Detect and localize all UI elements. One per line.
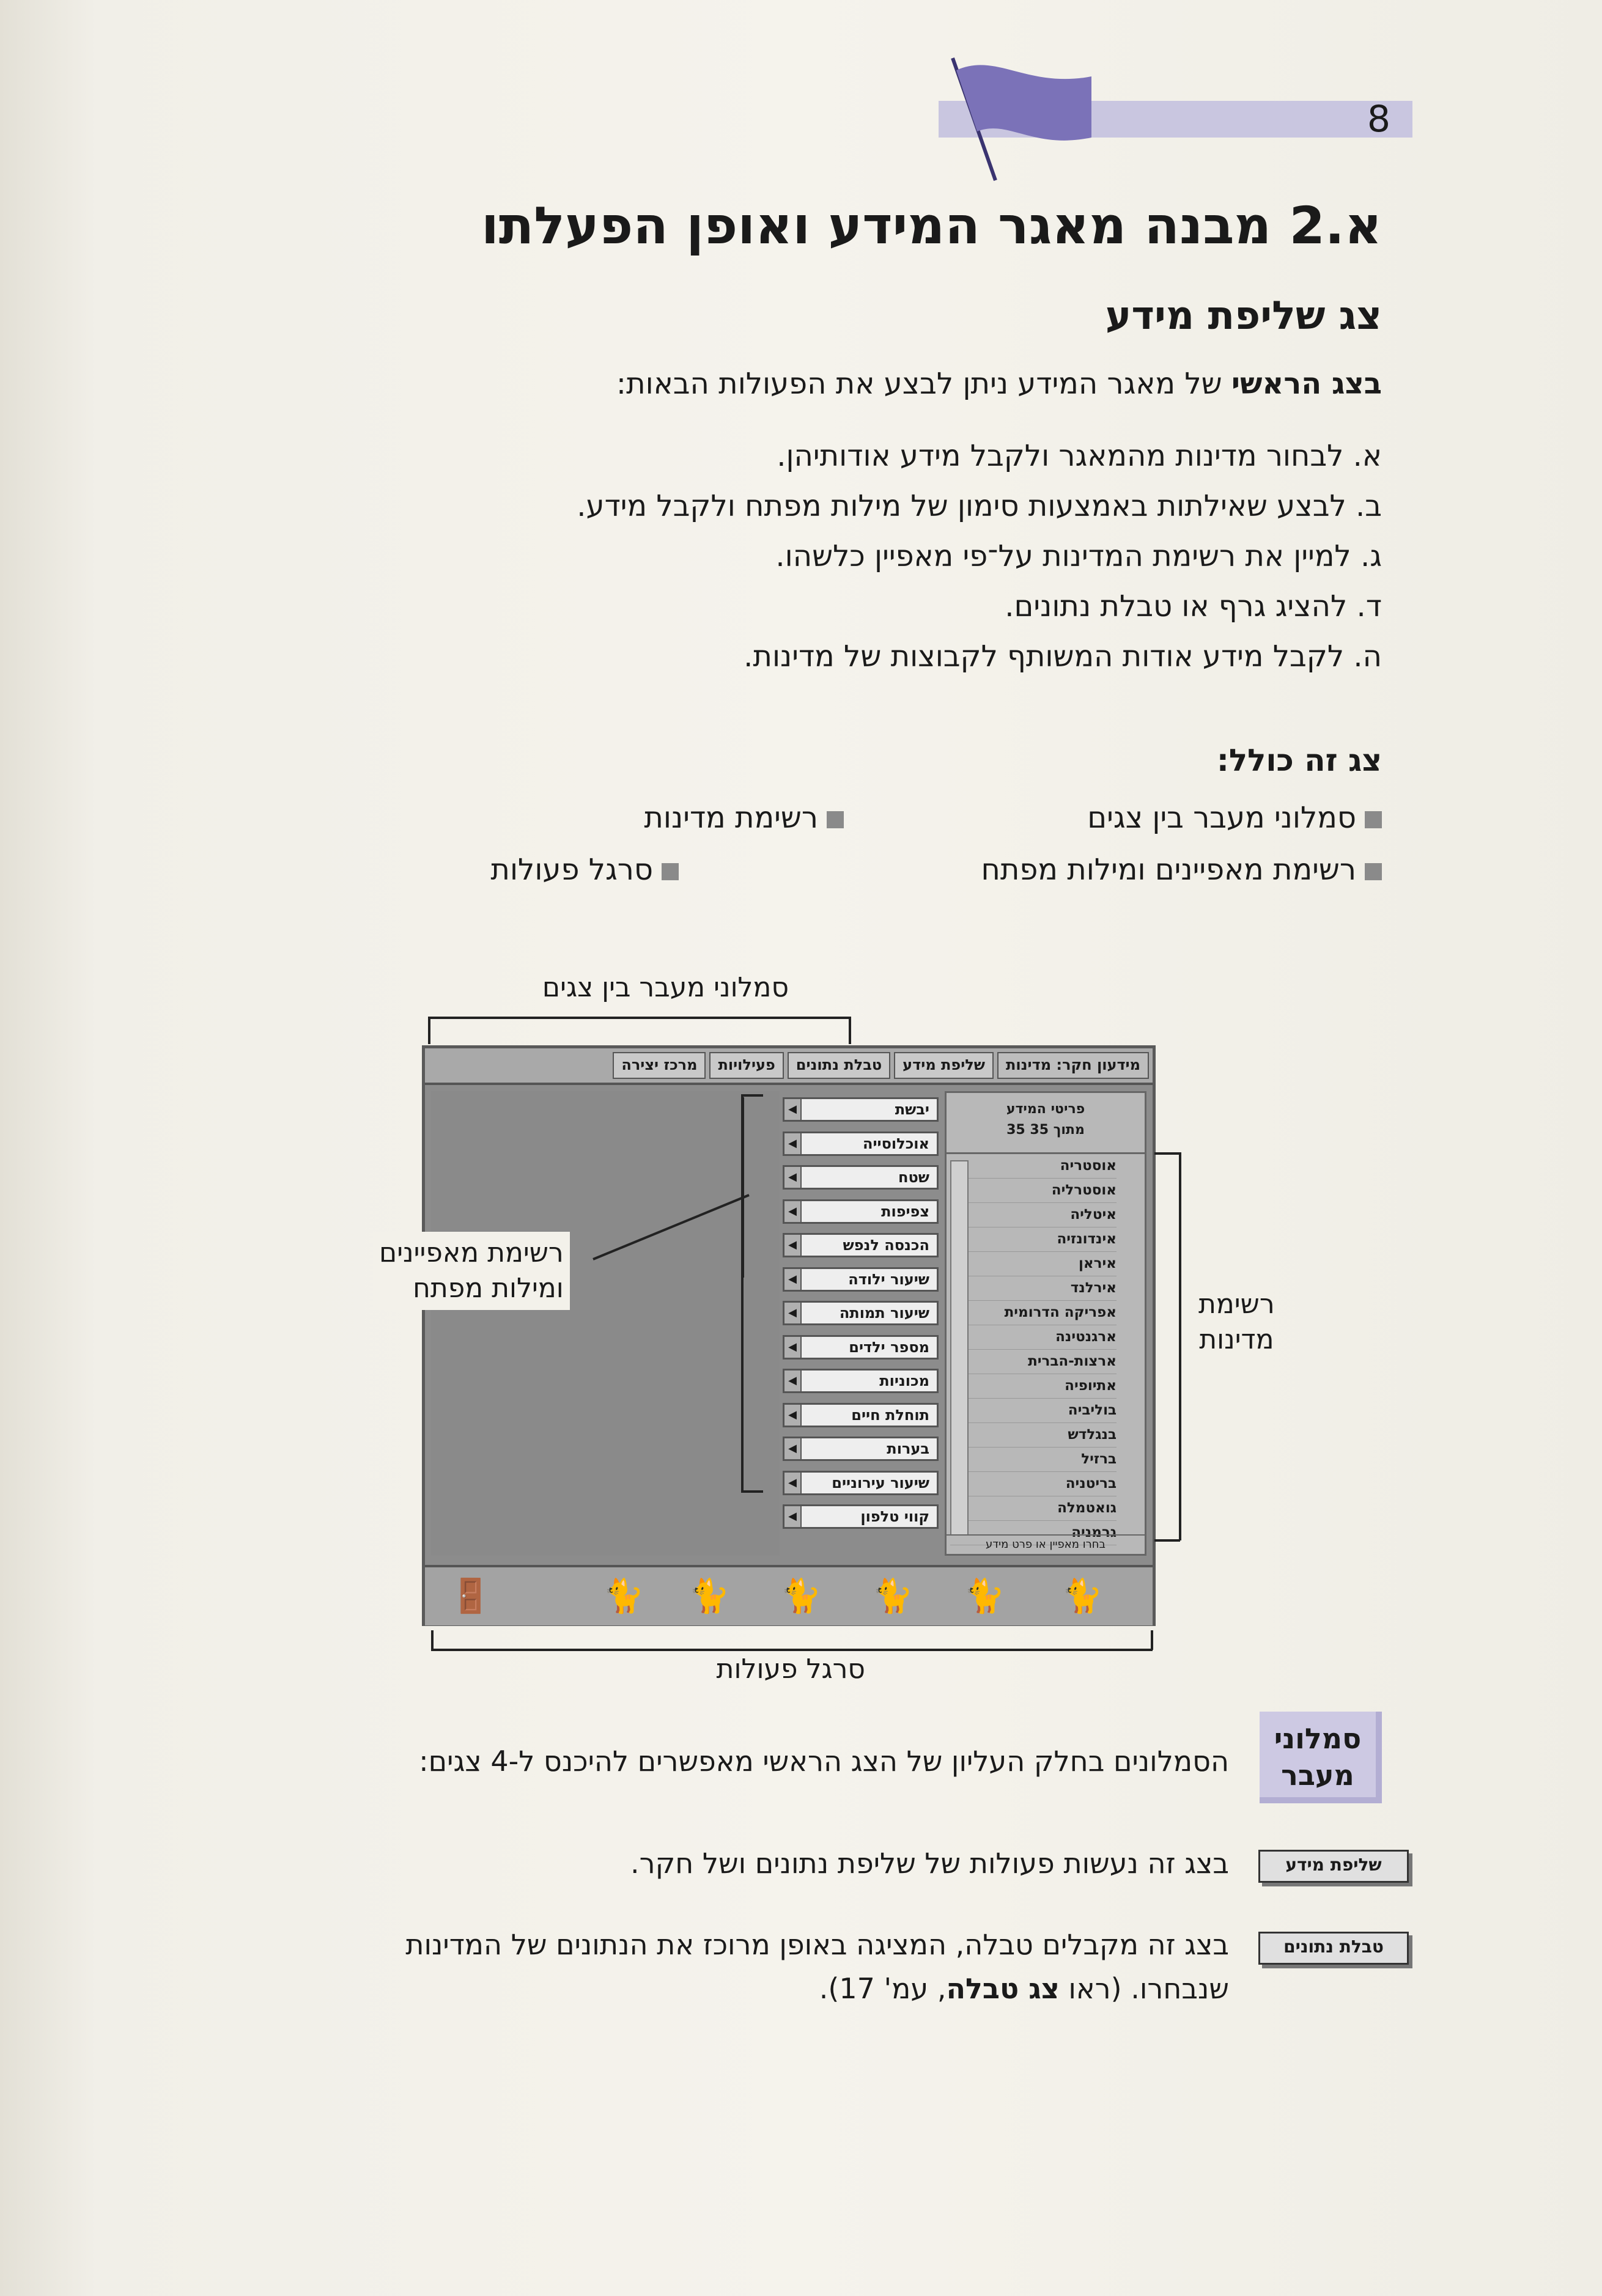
- attribute-label: שיעור תמותה: [839, 1304, 929, 1322]
- attribute-label: שטח: [898, 1169, 929, 1186]
- transition-paragraph: הסמלונים בחלק העליון של הצג הראשי מאפשרים להיכנס ל-4 צגים:: [419, 1745, 1229, 1778]
- country-item[interactable]: גואטמלה: [950, 1496, 1117, 1521]
- bracket-attributes: [741, 1094, 744, 1492]
- table-text-bold: צג טבלה: [946, 1972, 1060, 2005]
- table-text-a: שנבחרו. (ראו: [1059, 1972, 1229, 2005]
- table-paragraph: [275, 1923, 1229, 2011]
- bullet-row: [490, 853, 679, 887]
- arrow-left-icon: ◀: [784, 1099, 802, 1120]
- chapter-title: א.2 מבנה מאגר המידע ואופן הפעלתו: [481, 196, 1382, 256]
- attribute-label: קווי טלפון: [860, 1508, 929, 1525]
- attribute-button[interactable]: [783, 1165, 939, 1190]
- tab-retrieval[interactable]: שליפת מידע: [894, 1052, 994, 1079]
- list-item: ב. לבצע שאילתות באמצעות סימון של מילות מפתח ולקבל מידע.: [577, 489, 1382, 523]
- arrow-left-icon: ◀: [784, 1337, 802, 1358]
- cat-sort-icon[interactable]: 🐈: [872, 1577, 914, 1615]
- country-header-title: פריטי המידע: [1006, 1102, 1085, 1117]
- country-item[interactable]: אינדונזיה: [950, 1227, 1117, 1252]
- arrow-left-icon: ◀: [784, 1269, 802, 1290]
- list-item: ה. לקבל מידע אודות המשותף לקבוצות של מדינות.: [744, 639, 1382, 674]
- tab-table[interactable]: טבלת נתונים: [788, 1052, 890, 1079]
- list-item: א. לבחור מדינות מהמאגר ולקבל מידע אודותיהן.: [777, 439, 1382, 473]
- arrow-left-icon: ◀: [784, 1438, 802, 1459]
- bullet-text: סמלוני מעבר בין צגים: [1087, 801, 1356, 835]
- callout-countries: [1198, 1287, 1275, 1358]
- bracket-toolbar-right: [1151, 1630, 1153, 1650]
- country-item[interactable]: ארגנטינה: [950, 1325, 1117, 1350]
- list-item: ד. להציג גרף או טבלת נתונים.: [1005, 589, 1382, 624]
- callout-attributes: [373, 1232, 570, 1310]
- attribute-label: יבשת: [895, 1101, 929, 1118]
- door-cat-icon[interactable]: 🚪: [450, 1577, 492, 1615]
- bullet-text: סרגל פעולות: [490, 853, 653, 887]
- intro-bold: בצג הראשי: [1231, 367, 1382, 401]
- square-bullet-icon: [1365, 863, 1382, 880]
- country-item[interactable]: ארצות-הברית: [950, 1350, 1117, 1374]
- includes-title: צג זה כולל:: [1216, 743, 1382, 778]
- table-tag: טבלת נתונים: [1258, 1932, 1409, 1965]
- callout-toolbar: סרגל פעולות: [716, 1654, 865, 1685]
- bracket-countries: [1179, 1152, 1181, 1540]
- country-panel-footer: בחרו מאפיין או פרט מידע: [947, 1534, 1145, 1554]
- country-item[interactable]: אוסטריה: [950, 1154, 1117, 1179]
- attribute-label: מכוניות: [879, 1372, 929, 1389]
- attribute-button[interactable]: [783, 1471, 939, 1495]
- bullet-text: רשימת מאפיינים ומילות מפתח: [981, 853, 1356, 887]
- callout-top: סמלוני מעבר בין צגים: [542, 972, 789, 1003]
- arrow-left-icon: ◀: [784, 1235, 802, 1256]
- arrow-left-icon: ◀: [784, 1371, 802, 1391]
- cat-tool-icon[interactable]: 🐈: [603, 1577, 644, 1615]
- country-item[interactable]: בריטניה: [950, 1472, 1117, 1496]
- attribute-label: בערות: [887, 1440, 929, 1457]
- attribute-button[interactable]: [783, 1267, 939, 1292]
- bracket-countries-bottom: [1154, 1539, 1180, 1542]
- sidebar-label-line1: סמלוני: [1274, 1722, 1362, 1755]
- attribute-button[interactable]: [783, 1369, 939, 1393]
- screen-tab-bar: [425, 1048, 1153, 1085]
- cat-group-icon[interactable]: 🐈: [1061, 1577, 1103, 1615]
- arrow-left-icon: ◀: [784, 1303, 802, 1323]
- table-text-c: , עמ' 17).: [819, 1972, 947, 2005]
- callout-countries-line1: רשימת: [1198, 1289, 1275, 1320]
- country-panel-header: [947, 1093, 1145, 1154]
- sidebar-label: [1260, 1712, 1382, 1803]
- attribute-label: שיעור עירוניים: [832, 1474, 929, 1492]
- attribute-button[interactable]: [783, 1233, 939, 1257]
- bracket-toolbar-left: [431, 1630, 434, 1650]
- bracket-top-left: [428, 1017, 430, 1044]
- attribute-button[interactable]: [783, 1504, 939, 1529]
- attribute-button[interactable]: [783, 1437, 939, 1461]
- page-number: 8: [1367, 98, 1391, 141]
- app-screenshot: [422, 1045, 1156, 1626]
- arrow-left-icon: ◀: [784, 1473, 802, 1493]
- operations-list: [577, 431, 1382, 682]
- bracket-top-right: [849, 1017, 851, 1044]
- attribute-button[interactable]: [783, 1097, 939, 1122]
- action-toolbar: [425, 1565, 1153, 1625]
- attribute-button[interactable]: [783, 1131, 939, 1156]
- app-title: מידעון חקר: מדינות: [997, 1052, 1149, 1079]
- cat-question-icon[interactable]: 🐈: [688, 1577, 730, 1615]
- arrow-left-icon: ◀: [784, 1133, 802, 1154]
- table-paragraph-line2: [275, 1967, 1229, 2011]
- arrow-left-icon: ◀: [784, 1201, 802, 1222]
- country-item[interactable]: בנגלדש: [950, 1423, 1117, 1448]
- bullet-row: [1087, 801, 1382, 835]
- attribute-label: אוכלוסייה: [863, 1135, 929, 1152]
- table-paragraph-line1: בצג זה מקבלים טבלה, המציגה באופן מרוכז את הנתונים של המדינות: [405, 1928, 1229, 1961]
- bracket-attributes-bottom: [741, 1490, 763, 1493]
- sidebar-label-line2: מעבר: [1281, 1759, 1354, 1792]
- square-bullet-icon: [827, 811, 844, 828]
- square-bullet-icon: [662, 863, 679, 880]
- country-list: [947, 1154, 1145, 1545]
- attribute-label: שיעור ילודה: [848, 1270, 929, 1288]
- country-scrollbar[interactable]: [950, 1160, 969, 1536]
- bracket-top: [428, 1017, 850, 1019]
- attribute-button[interactable]: [783, 1335, 939, 1360]
- attribute-button[interactable]: [783, 1301, 939, 1325]
- callout-attributes-line1: רשימת מאפיינים: [379, 1237, 564, 1268]
- cat-chart-icon[interactable]: 🐈: [780, 1577, 822, 1615]
- bullet-row: [981, 853, 1382, 887]
- country-item[interactable]: אוסטרליה: [950, 1179, 1117, 1203]
- flag-icon: [942, 52, 1101, 186]
- country-item[interactable]: ברזיל: [950, 1448, 1117, 1472]
- section-title: צג שליפת מידע: [1105, 293, 1382, 339]
- country-item[interactable]: איטליה: [950, 1203, 1117, 1227]
- attribute-list: [783, 1097, 939, 1539]
- bracket-countries-top: [1154, 1152, 1180, 1155]
- country-item[interactable]: איראן: [950, 1252, 1117, 1276]
- attribute-label: תוחלת חיים: [851, 1406, 929, 1424]
- attribute-button[interactable]: [783, 1403, 939, 1427]
- attribute-label: צפיפות: [881, 1202, 929, 1220]
- tab-activities[interactable]: פעילויות: [709, 1052, 783, 1079]
- retrieval-tag: שליפת מידע: [1258, 1850, 1409, 1883]
- attribute-label: מספר ילדים: [849, 1338, 929, 1356]
- bullet-text: רשימת מדינות: [644, 801, 818, 835]
- country-item[interactable]: אירלנד: [950, 1276, 1117, 1301]
- arrow-left-icon: ◀: [784, 1167, 802, 1188]
- country-item[interactable]: אפריקה הדרומית: [950, 1301, 1117, 1325]
- bracket-toolbar: [431, 1649, 1153, 1651]
- country-panel: [945, 1091, 1146, 1556]
- callout-attributes-line2: ומילות מפתח: [413, 1273, 564, 1304]
- callout-countries-line2: מדינות: [1199, 1324, 1274, 1355]
- tab-creation[interactable]: מרכז יצירה: [613, 1052, 706, 1079]
- country-item[interactable]: בוליביה: [950, 1399, 1117, 1423]
- attribute-label: הכנסה לנפש: [843, 1237, 929, 1254]
- retrieval-paragraph: בצג זה נעשות פעולות של שליפת נתונים ושל חקר.: [630, 1847, 1229, 1880]
- square-bullet-icon: [1365, 811, 1382, 828]
- list-item: ג. למיין את רשימת המדינות על־פי מאפיין כלשהו.: [775, 539, 1382, 573]
- bullet-row: [644, 801, 844, 835]
- attribute-button[interactable]: [783, 1199, 939, 1224]
- intro-text: [616, 367, 1382, 401]
- country-count: 35 מתוך 35: [1006, 1122, 1085, 1138]
- intro-rest: של מאגר המידע ניתן לבצע את הפעולות הבאות:: [616, 367, 1231, 401]
- arrow-left-icon: ◀: [784, 1506, 802, 1527]
- country-item[interactable]: גרמניה: [950, 1521, 1117, 1545]
- cat-table-icon[interactable]: 🐈: [964, 1577, 1005, 1615]
- country-item[interactable]: אתיופיה: [950, 1374, 1117, 1399]
- arrow-left-icon: ◀: [784, 1405, 802, 1426]
- bracket-attributes-top: [741, 1094, 763, 1097]
- callout-attributes-line: [587, 1094, 752, 1278]
